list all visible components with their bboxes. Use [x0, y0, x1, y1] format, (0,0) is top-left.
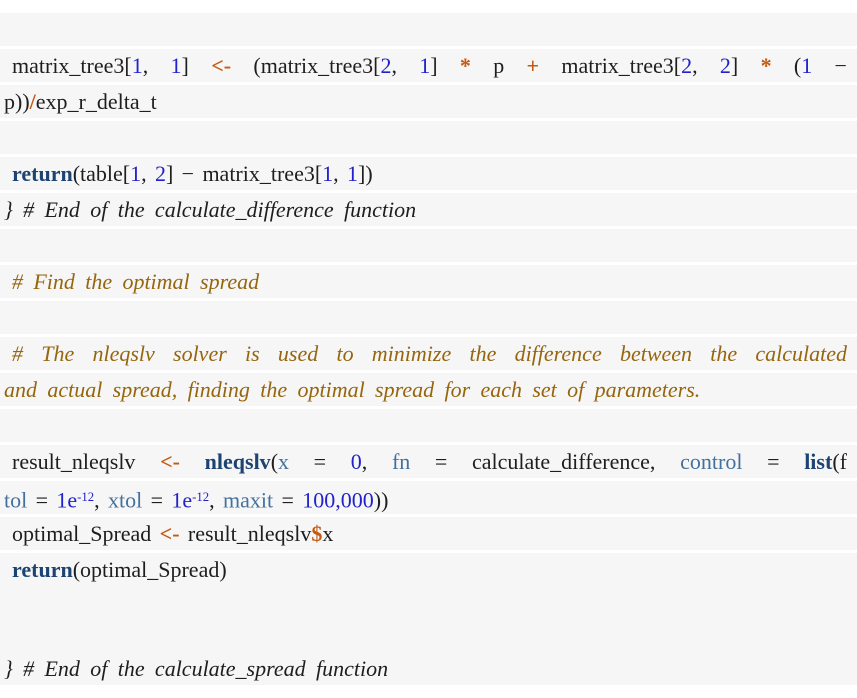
code-token-number: 0	[350, 449, 362, 474]
blank-line	[0, 619, 857, 652]
code-token-plain: ,	[94, 487, 109, 513]
code-token-operator: /	[29, 89, 36, 114]
code-token-plain: matrix_tree3[	[12, 53, 132, 78]
code-token-number: 1	[419, 53, 431, 78]
code-token-operator: *	[760, 53, 794, 78]
code-line	[0, 481, 857, 514]
code-token-plain: ]	[430, 53, 460, 78]
code-line	[0, 157, 857, 190]
code-token-plain: exp_r_delta_t	[35, 89, 157, 114]
code-token-plain: ])	[358, 161, 373, 186]
blank-line	[0, 409, 857, 442]
code-token-plain: result_nleqslv	[187, 521, 312, 546]
code-token-number: 1e	[56, 487, 78, 513]
code-token-plain: ]	[181, 53, 212, 78]
code-token-plain: ,	[141, 161, 155, 186]
code-token-plain: ))	[373, 487, 389, 513]
code-token-number: -12	[77, 490, 95, 504]
blank-line	[0, 121, 857, 154]
code-token-plain: (table[	[72, 161, 131, 186]
code-token-plain: =	[742, 449, 805, 474]
code-token-comment: # The nleqslv solver is used to minimize the difference between the calculated	[12, 341, 847, 366]
code-token-plain: (	[793, 53, 802, 78]
code-token-plain: ,	[692, 53, 720, 78]
code-token-plain: =	[289, 449, 351, 474]
code-token-number: 100,000	[302, 487, 374, 513]
code-line	[0, 517, 857, 550]
code-token-number: 2	[719, 53, 731, 78]
code-token-plain: ,	[391, 53, 420, 78]
code-token-keyword: return	[12, 161, 73, 186]
code-token-plain: ,	[209, 487, 224, 513]
code-line	[0, 265, 857, 298]
code-line	[0, 373, 857, 406]
code-line	[0, 652, 857, 685]
code-token-plain: (matrix_tree3[	[253, 53, 381, 78]
blank-line	[0, 13, 857, 46]
blank-line	[0, 229, 857, 262]
code-token-plain: p))	[4, 89, 30, 114]
code-token-plain: ,	[333, 161, 348, 186]
code-line	[0, 85, 857, 118]
code-token-plain: result_nleqslv	[12, 449, 161, 474]
code-token-number: 1e	[171, 487, 193, 513]
code-token-argument: tol	[4, 487, 28, 513]
code-token-number: -12	[192, 490, 210, 504]
code-token-plain: =	[142, 487, 172, 513]
code-token-plain: ]	[730, 53, 761, 78]
code-token-keyword: nleqslv	[204, 449, 271, 474]
code-token-plain: (f	[832, 449, 847, 474]
code-token-plain: =	[27, 487, 57, 513]
code-token-number: 2	[681, 53, 693, 78]
code-line	[0, 445, 857, 478]
blank-line	[0, 301, 857, 334]
code-token-plain: ,	[361, 449, 392, 474]
code-token-comment: # Find the optimal spread	[12, 269, 260, 294]
code-token-number: 1	[170, 53, 182, 78]
code-token-plain: ,	[142, 53, 171, 78]
code-token-plain: −	[812, 53, 847, 78]
code-token-keyword: list	[804, 449, 833, 474]
code-token-operator: $	[311, 521, 323, 546]
code-token-plain: x	[322, 521, 334, 546]
code-token-plain: =	[273, 487, 303, 513]
code-block-tail	[0, 553, 857, 685]
code-token-plain: (	[270, 449, 279, 474]
code-token-argument: maxit	[223, 487, 274, 513]
blank-line	[0, 586, 857, 619]
code-line	[0, 553, 857, 586]
code-token-number: 1	[322, 161, 334, 186]
code-token-keyword: return	[12, 557, 73, 582]
code-token-plain: p	[493, 53, 527, 78]
code-token-number: 2	[380, 53, 392, 78]
code-token-comment: and actual spread, finding the optimal spread for each set of parameters.	[4, 377, 701, 402]
code-token-argument: xtol	[108, 487, 143, 513]
code-token-operator: *	[459, 53, 494, 78]
code-token-argument: control	[680, 449, 743, 474]
code-token-plain: optimal_Spread	[12, 521, 160, 546]
code-token-comment_dark: } # End of the calculate_spread function	[4, 656, 389, 681]
code-token-operator: +	[526, 53, 562, 78]
code-token-operator: <-	[159, 521, 188, 546]
code-line	[0, 193, 857, 226]
code-token-number: 1	[801, 53, 813, 78]
code-token-argument: fn	[391, 449, 411, 474]
code-token-operator: <-	[211, 53, 254, 78]
code-token-argument: x	[278, 449, 290, 474]
code-line	[0, 337, 857, 370]
code-token-number: 1	[347, 161, 359, 186]
code-token-plain: ] − matrix_tree3[	[165, 161, 323, 186]
code-token-operator: <-	[160, 449, 205, 474]
code-token-number: 1	[130, 161, 142, 186]
code-token-number: 2	[154, 161, 166, 186]
code-token-comment_dark: } # End of the calculate_difference function	[4, 197, 417, 222]
code-line	[0, 49, 857, 82]
code-token-plain: = calculate_difference,	[410, 449, 681, 474]
code-token-plain: (optimal_Spread)	[72, 557, 227, 582]
code-token-number: 1	[131, 53, 143, 78]
code-token-plain: matrix_tree3[	[561, 53, 682, 78]
